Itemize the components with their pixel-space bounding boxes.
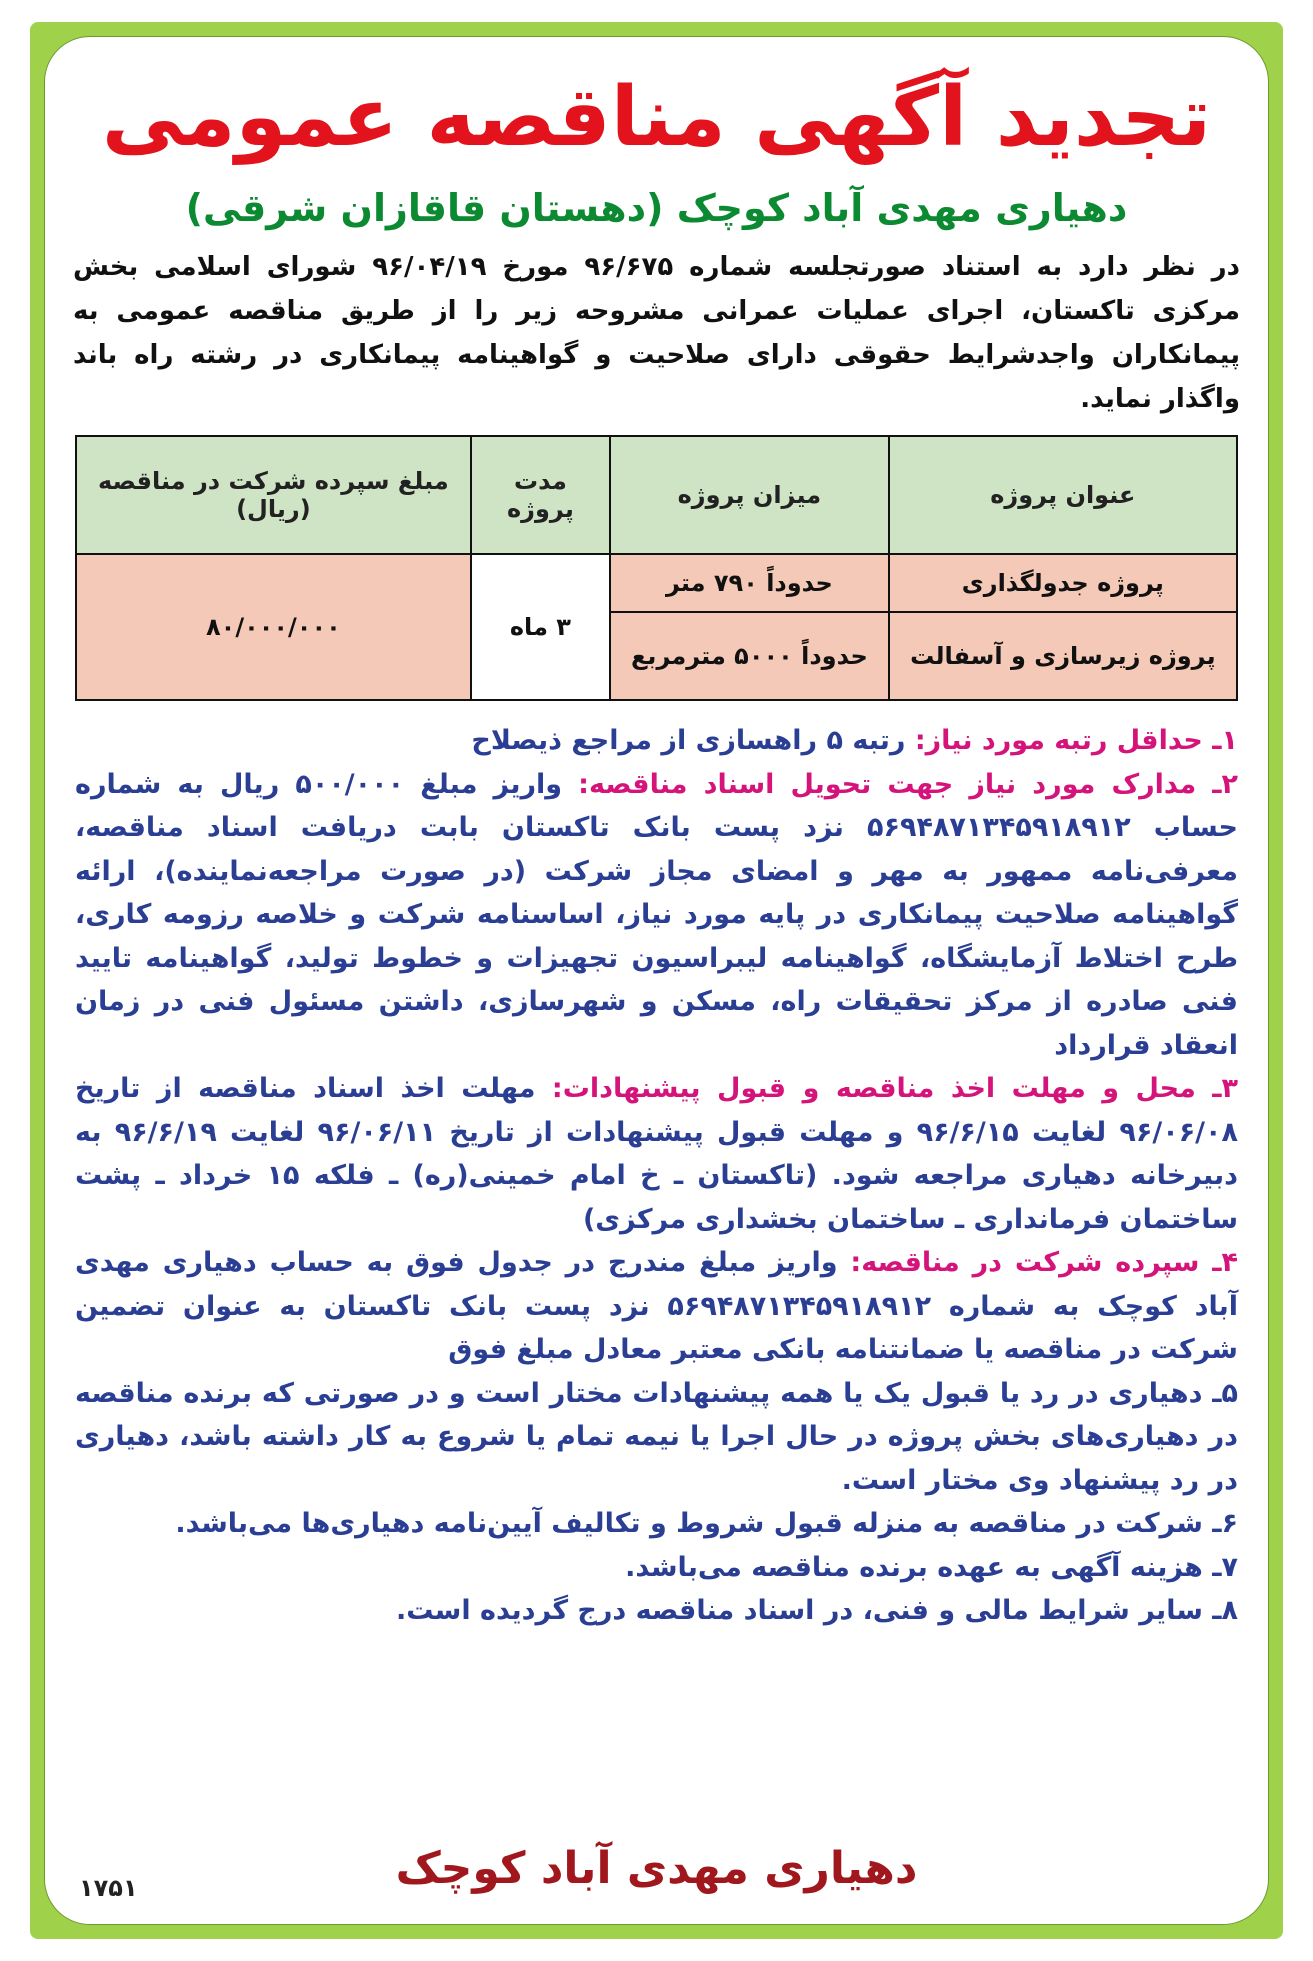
list-item [75,1589,1238,1633]
ad-subtitle: دهیاری مهدی آباد کوچک (دهستان قاقازان شرقی) [185,186,1128,230]
list-item [75,1067,1238,1241]
item-text: ۷ـ هزینه آگهی به عهده برنده مناقصه می‌باشد. [625,1551,1238,1583]
item-text: مهلت اخذ اسناد مناقصه از تاریخ ۹۶/۰۶/۰۸ لغایت ۹۶/۶/۱۵ و مهلت قبول پیشنهادات از تاریخ ۹۶/۰۶/۱۱ لغایت ۹۶/۶/۱۹ به دبیرخانه دهیاری مراجعه شود. (تاکستان ـ خ امام خمینی(ره) ـ فلکه ۱۵ خرداد ـ پشت ساختمان فرمانداری ـ ساختمان بخشداری مرکزی) [75,1073,1238,1235]
ad-code: ۱۷۵۱ [79,1874,138,1902]
deposit-cell: ۸۰/۰۰۰/۰۰۰ [76,554,471,700]
project-title-cell: پروژه زیرسازی و آسفالت [889,612,1237,700]
ad-panel [44,36,1269,1925]
ad-content [67,37,1246,1924]
project-title-cell: پروژه جدولگذاری [889,554,1237,612]
ad-footer [67,1836,1246,1906]
list-item [75,763,1238,1068]
project-amount-cell: حدوداً ۵۰۰۰ مترمربع [610,612,889,700]
table-header-row [76,436,1237,554]
item-text: رتبه ۵ راهسازی از مراجع ذیصلاح [471,725,915,756]
ad-frame [30,22,1283,1939]
item-heading: ۲ـ مدارک مورد نیاز جهت تحویل اسناد مناقصه: [578,768,1239,800]
list-item [75,1546,1238,1590]
item-text: واریز مبلغ ۵۰۰/۰۰۰ ریال به شماره حساب ۵۶۹۴۸۷۱۳۴۵۹۱۸۹۱۲ نزد پست بانک تاکستان بابت دریافت اسناد مناقصه، معرفی‌نامه ممهور به مهر و امضای مجاز شرکت (در صورت مراجعه‌نماینده)، ارائه گواهینامه صلاحیت پیمانکاری در پایه مورد نیاز، اساسنامه شرکت و خلاصه رزومه کاری، طرح اختلاط آزمایشگاه، گواهینامه لیبراسیون تجهیزات و خطوط تولید، گواهینامه تایید فنی صادره از مرکز تحقیقات راه، مسکن و شهرسازی، داشتن مسئول فنی در زمان انعقاد قرارداد [75,768,1239,1061]
list-item [75,1502,1238,1546]
conditions-list [75,719,1238,1633]
list-item [75,1241,1238,1372]
header-deposit: مبلغ سپرده شرکت در مناقصه (ریال) [76,436,471,554]
item-heading: ۳ـ محل و مهلت اخذ مناقصه و قبول پیشنهادات: [551,1073,1238,1104]
item-heading: ۱ـ حداقل رتبه مورد نیاز: [914,725,1238,756]
header-project-amount: میزان پروژه [610,436,889,554]
header-duration: مدت پروژه [471,436,610,554]
list-item [75,1372,1238,1503]
intro-paragraph: در نظر دارد به استناد صورتجلسه شماره ۹۶/۶۷۵ مورخ ۹۶/۰۴/۱۹ شورای اسلامی بخش مرکزی تاکستان، اجرای عملیات عمرانی مشروحه زیر را از طریق مناقصه عمومی به پیمانکاران واجدشرایط حقوقی دارای صلاحیت و گواهینامه پیمانکاری در رشته راه باند واگذار نماید. [73,252,1240,414]
duration-cell: ۳ ماه [471,554,610,700]
item-text: ۶ـ شرکت در مناقصه به منزله قبول شروط و تکالیف آیین‌نامه دهیاری‌ها می‌باشد. [175,1508,1238,1539]
projects-table [75,435,1238,701]
header-project-title: عنوان پروژه [889,436,1237,554]
list-item [75,719,1238,763]
item-heading: ۴ـ سپرده شرکت در مناقصه: [850,1247,1238,1278]
item-text: ۸ـ سایر شرایط مالی و فنی، در اسناد مناقصه درج گردیده است. [395,1595,1238,1626]
item-text: ۵ـ دهیاری در رد یا قبول یک یا همه پیشنهادات مختار است و در صورتی که برنده مناقصه در دهیاری‌های بخش پروژه در حال اجرا یا نیمه تمام یا شروع به کار داشته باشد، دهیاری در رد پیشنهاد وی مختار است. [75,1377,1238,1496]
ad-title: تجدید آگهی مناقصه عمومی [101,70,1212,165]
item-text: واریز مبلغ مندرج در جدول فوق به حساب دهیاری مهدی آباد کوچک به شماره ۵۶۹۴۸۷۱۳۴۵۹۱۸۹۱۲ نزد پست بانک تاکستان به عنوان تضمین شرکت در مناقصه یا ضمانتنامه بانکی معتبر معادل مبلغ فوق [75,1247,1239,1365]
table-row [76,554,1237,612]
signature: دهیاری مهدی آباد کوچک [395,1843,918,1894]
project-amount-cell: حدوداً ۷۹۰ متر [610,554,889,612]
